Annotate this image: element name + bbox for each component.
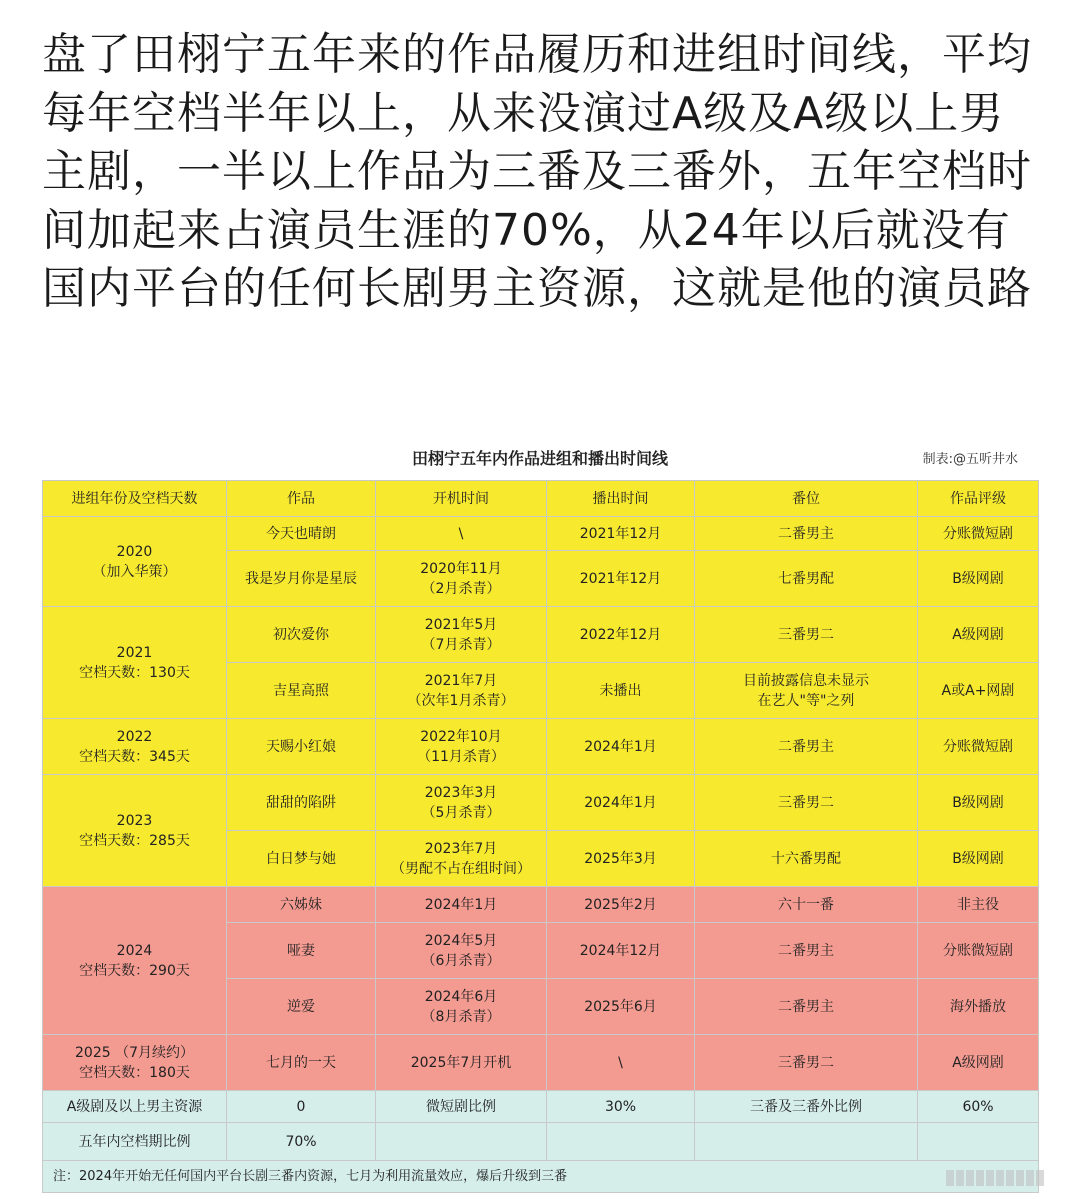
start-time-cell: 2021年7月 （次年1月杀青） [376, 663, 547, 719]
summary-cell: 60% [918, 1091, 1039, 1123]
air-time-cell: 2024年1月 [547, 719, 695, 775]
table-header-row [43, 481, 1039, 517]
billing-cell: 三番男二 [695, 1035, 918, 1091]
air-time-cell: 2022年12月 [547, 607, 695, 663]
start-time-cell: 2024年6月 （8月杀青） [376, 979, 547, 1035]
year-gap-cell: 2025 （7月续约） 空档天数：180天 [43, 1035, 227, 1091]
work-title-cell: 六姊妹 [227, 887, 376, 923]
rating-cell: 非主役 [918, 887, 1039, 923]
billing-cell: 二番男主 [695, 923, 918, 979]
rating-cell: B级网剧 [918, 775, 1039, 831]
table-credit: 制表:@五听井水 [922, 452, 1018, 467]
work-title-cell: 哑妻 [227, 923, 376, 979]
rating-cell: 分账微短剧 [918, 923, 1039, 979]
header-cell: 进组年份及空档天数 [43, 481, 227, 517]
summary-row [43, 1123, 1039, 1161]
start-time-cell: 2025年7月开机 [376, 1035, 547, 1091]
billing-cell: 十六番男配 [695, 831, 918, 887]
header-cell: 开机时间 [376, 481, 547, 517]
summary-cell: 0 [227, 1091, 376, 1123]
air-time-cell: 2021年12月 [547, 517, 695, 551]
year-gap-cell: 2020 （加入华策） [43, 517, 227, 607]
table-row [43, 1035, 1039, 1091]
summary-cell: 微短剧比例 [376, 1091, 547, 1123]
work-title-cell: 逆爱 [227, 979, 376, 1035]
work-title-cell: 白日梦与她 [227, 831, 376, 887]
work-title-cell: 吉星高照 [227, 663, 376, 719]
year-gap-cell: 2024 空档天数：290天 [43, 887, 227, 1035]
table-row [43, 607, 1039, 663]
year-gap-cell: 2022 空档天数：345天 [43, 719, 227, 775]
summary-cell: 30% [547, 1091, 695, 1123]
work-title-cell: 初次爱你 [227, 607, 376, 663]
air-time-cell: 2025年3月 [547, 831, 695, 887]
start-time-cell: 2024年5月 （6月杀青） [376, 923, 547, 979]
start-time-cell: 2020年11月 （2月杀青） [376, 551, 547, 607]
work-title-cell: 七月的一天 [227, 1035, 376, 1091]
start-time-cell: 2021年5月 （7月杀青） [376, 607, 547, 663]
note-row [43, 1161, 1039, 1193]
rating-cell: A级网剧 [918, 1035, 1039, 1091]
start-time-cell: 2022年10月 （11月杀青） [376, 719, 547, 775]
start-time-cell: \ [376, 517, 547, 551]
summary-cell: 五年内空档期比例 [43, 1123, 227, 1161]
billing-cell: 二番男主 [695, 979, 918, 1035]
start-time-cell: 2024年1月 [376, 887, 547, 923]
rating-cell: 海外播放 [918, 979, 1039, 1035]
air-time-cell: 2024年1月 [547, 775, 695, 831]
rating-cell: B级网剧 [918, 551, 1039, 607]
summary-cell: 三番及三番外比例 [695, 1091, 918, 1123]
billing-cell: 六十一番 [695, 887, 918, 923]
post-text: 盘了田栩宁五年来的作品履历和进组时间线，平均每年空档半年以上，从来没演过A级及A级以上男主剧，一半以上作品为三番及三番外，五年空档时间加起来占演员生涯的70%，从24年以后就没有国内平台的任何长剧男主资源，这就是他的演员路 [42, 29, 1032, 314]
work-title-cell: 今天也晴朗 [227, 517, 376, 551]
summary-cell [547, 1123, 695, 1161]
summary-row [43, 1091, 1039, 1123]
table-row [43, 719, 1039, 775]
table-row [43, 887, 1039, 923]
header-cell: 播出时间 [547, 481, 695, 517]
air-time-cell: 2024年12月 [547, 923, 695, 979]
work-title-cell: 我是岁月你是星辰 [227, 551, 376, 607]
billing-cell: 三番男二 [695, 775, 918, 831]
billing-cell: 二番男主 [695, 517, 918, 551]
billing-cell: 目前披露信息未显示 在艺人"等"之列 [695, 663, 918, 719]
rating-cell: 分账微短剧 [918, 719, 1039, 775]
header-cell: 作品 [227, 481, 376, 517]
work-title-cell: 甜甜的陷阱 [227, 775, 376, 831]
summary-cell: A级剧及以上男主资源 [43, 1091, 227, 1123]
rating-cell: A或A+网剧 [918, 663, 1039, 719]
air-time-cell: 2025年6月 [547, 979, 695, 1035]
summary-cell [376, 1123, 547, 1161]
rating-cell: B级网剧 [918, 831, 1039, 887]
work-title-cell: 天赐小红娘 [227, 719, 376, 775]
start-time-cell: 2023年7月 （男配不占在组时间） [376, 831, 547, 887]
air-time-cell: 2021年12月 [547, 551, 695, 607]
table-note: 注：2024年开始无任何国内平台长剧三番内资源，七月为利用流量效应，爆后升级到三番 [43, 1161, 1039, 1193]
rating-cell: A级网剧 [918, 607, 1039, 663]
start-time-cell: 2023年3月 （5月杀青） [376, 775, 547, 831]
air-time-cell: 2025年2月 [547, 887, 695, 923]
billing-cell: 二番男主 [695, 719, 918, 775]
timeline-table [42, 480, 1039, 1193]
rating-cell: 分账微短剧 [918, 517, 1039, 551]
table-title: 田栩宁五年内作品进组和播出时间线 [411, 449, 668, 468]
summary-cell: 70% [227, 1123, 376, 1161]
table-row [43, 517, 1039, 551]
header-cell: 作品评级 [918, 481, 1039, 517]
air-time-cell: \ [547, 1035, 695, 1091]
summary-cell [695, 1123, 918, 1161]
watermark-stripes [934, 1169, 1044, 1187]
air-time-cell: 未播出 [547, 663, 695, 719]
summary-cell [918, 1123, 1039, 1161]
billing-cell: 三番男二 [695, 607, 918, 663]
table-row [43, 775, 1039, 831]
timeline-table-section [42, 442, 1038, 1193]
year-gap-cell: 2021 空档天数：130天 [43, 607, 227, 719]
header-cell: 番位 [695, 481, 918, 517]
table-header-bar [42, 442, 1038, 480]
year-gap-cell: 2023 空档天数：285天 [43, 775, 227, 887]
billing-cell: 七番男配 [695, 551, 918, 607]
